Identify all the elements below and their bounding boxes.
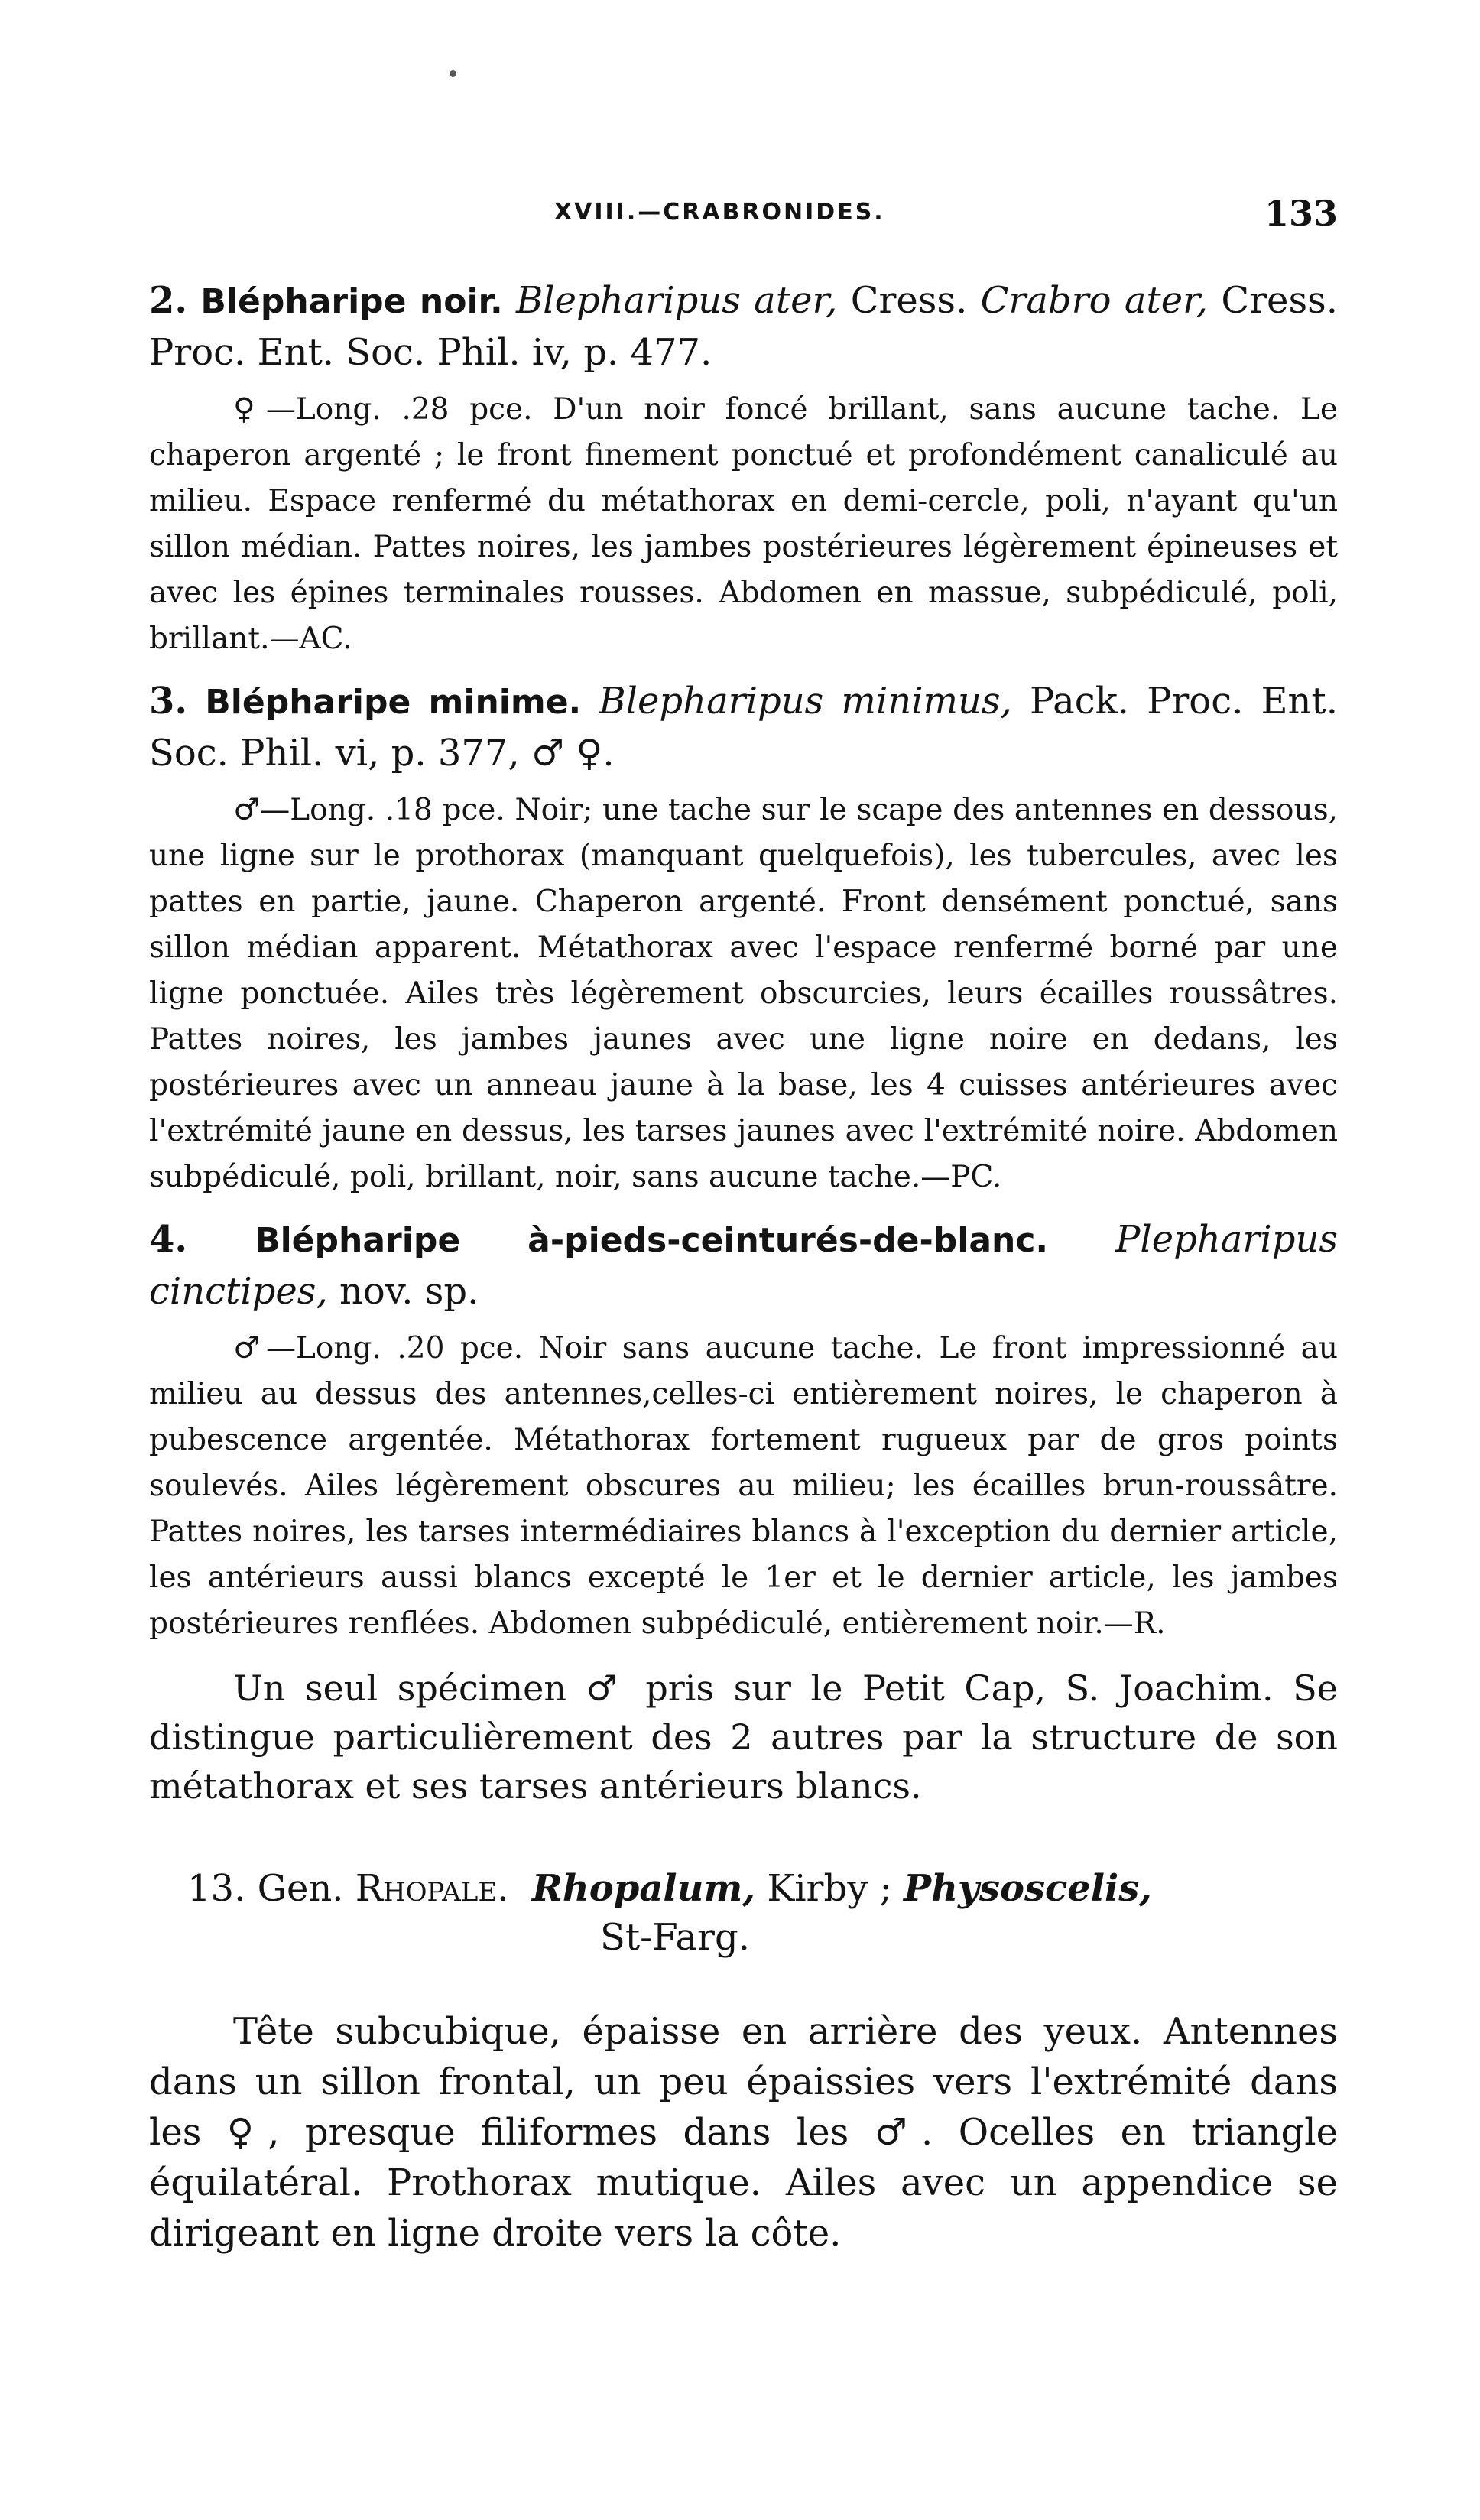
- entry-heading-2: [149, 275, 1338, 378]
- entry-french-name: Blépharipe à-pieds-ceinturés-de-blanc.: [255, 1221, 1049, 1260]
- entry-author: Pack.: [1029, 680, 1129, 723]
- entry-description: ♀—Long. .28 pce. D'un noir foncé brillant, sans aucune tache. Le chaperon argenté ; le front finement ponctué et profondément canaliculé au milieu. Espace renfermé du métathorax en demi-cercle, poli, n'ayant qu'un sillon médian. Pattes noires, les jambes postérieures légèrement épineuses et avec les épines terminales rousses. Abdomen en massue, subpédiculé, poli, brillant.—AC.: [149, 392, 1338, 656]
- entry-latin-name: Plepharipus cinctipes,: [149, 1218, 1338, 1313]
- genus-synonym: Physoscelis,: [904, 1867, 1152, 1910]
- genus-heading: [149, 1864, 1338, 1962]
- genus-description: Tête subcubique, épaisse en arrière des yeux. Antennes dans un sillon frontal, un peu épaissies vers l'extrémité dans les ♀, presque filiformes dans les ♂. Ocelles en triangle équilatéral. Prothorax mutique. Ailes avec un appendice se dirigeant en ligne droite vers la côte.: [149, 2010, 1338, 2255]
- entry-author: nov. sp.: [339, 1270, 479, 1313]
- entry-french-name: Blépharipe minime.: [205, 683, 582, 722]
- entry-description: ♂—Long. .20 pce. Noir sans aucune tache. Le front impressionné au milieu au dessus des antennes,celles-ci entièrement noires, le chaperon à pubescence argentée. Métathorax fortement rugueux par de gros points soulevés. Ailes légèrement obscures au milieu; les écailles brun-roussâtre. Pattes noires, les tarses intermédiaires blancs à l'exception du dernier article, les antérieurs aussi blancs excepté le 1er et le dernier article, les jambes postérieures renflées. Abdomen subpédiculé, entièrement noir.—R.: [149, 1331, 1338, 1641]
- entry-author: Cress.: [850, 279, 968, 322]
- entry-latin-name: Blepharipus minimus,: [599, 680, 1012, 723]
- entry-note: Un seul spécimen ♂ pris sur le Petit Cap, S. Joachim. Se distingue particulièrement des 2 autres par la structure de son métathorax et ses tarses antérieurs blancs.: [149, 1668, 1338, 1807]
- entry-synonym: Crabro ater,: [980, 279, 1209, 322]
- entry-reference: Cress. Proc. Ent. Soc. Phil. iv, p. 477.: [149, 279, 1338, 374]
- genus-synonym-author: St-Farg.: [600, 1916, 750, 1959]
- genus-author: Kirby ;: [767, 1867, 892, 1910]
- entry-french-name: Blépharipe noir.: [200, 282, 503, 321]
- entry-number: 3.: [149, 680, 188, 723]
- ink-speck: [450, 70, 456, 77]
- entry-number: 2.: [149, 279, 188, 322]
- entry-latin-name: Blepharipus ater,: [515, 279, 838, 322]
- entry-reference: Proc. Ent. Soc. Phil. vi, p. 377, ♂ ♀.: [149, 680, 1338, 775]
- genus-label: Gen.: [257, 1867, 344, 1910]
- genus-name: Rhopale.: [355, 1867, 509, 1910]
- running-header: [149, 193, 1338, 235]
- page-number: 133: [1264, 193, 1338, 234]
- entry-heading-4: [149, 1214, 1338, 1317]
- genus-latin-name: Rhopalum,: [531, 1867, 756, 1910]
- entry-heading-3: [149, 676, 1338, 778]
- running-title: XVIII.—CRABRONIDES.: [554, 199, 885, 226]
- entry-description: ♂—Long. .18 pce. Noir; une tache sur le scape des antennes en dessous, une ligne sur le prothorax (manquant quelquefois), les tubercules, avec les pattes en partie, jaune. Chaperon argenté. Front densément ponctué, sans sillon médian apparent. Métathorax avec l'espace renfermé borné par une ligne ponctuée. Ailes très légèrement obscurcies, leurs écailles roussâtres. Pattes noires, les jambes jaunes avec une ligne noire en dedans, les postérieures avec un anneau jaune à la base, les 4 cuisses antérieures avec l'extrémité jaune en dessus, les tarses jaunes avec l'extrémité noire. Abdomen subpédiculé, poli, brillant, noir, sans aucune tache.—PC.: [149, 793, 1338, 1194]
- page-body: [149, 275, 1338, 2259]
- genus-number: 13.: [187, 1867, 246, 1910]
- entry-number: 4.: [149, 1218, 188, 1261]
